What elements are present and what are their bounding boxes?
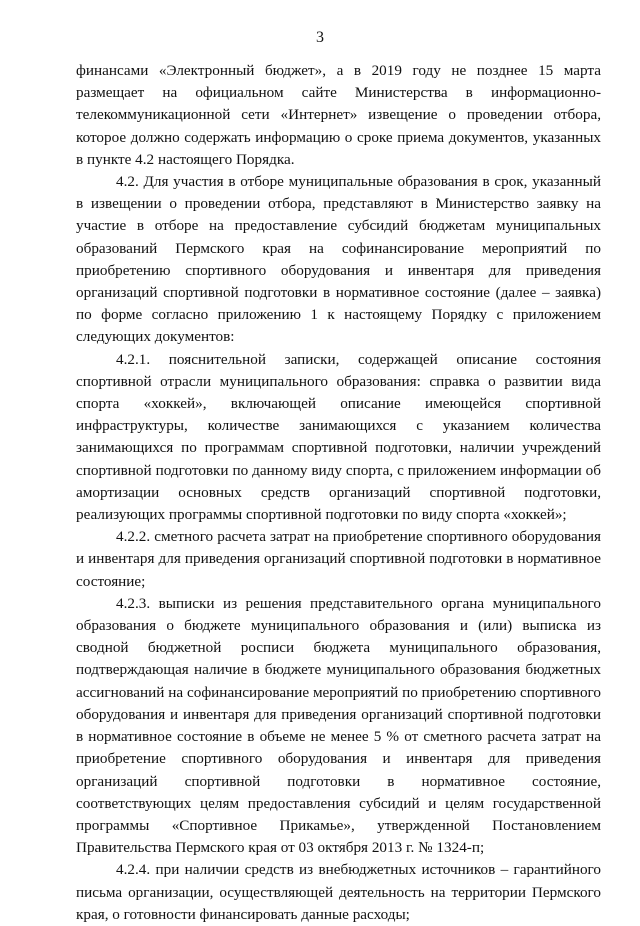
paragraph-4-2-2: 4.2.2. сметного расчета затрат на приобретение спортивного оборудования и инвентаря для приведения организаций спортивной подготовки в нормативное состояние; <box>76 528 601 590</box>
paragraph-4-2-4: 4.2.4. при наличии средств из внебюджетных источников – гарантийного письма организации, осуществляющей деятельность на территории Пермского края, о готовности финансировать данные расходы; <box>76 861 601 923</box>
paragraph-4-2-1: 4.2.1. пояснительной записки, содержащей описание состояния спортивной отрасли муниципального образования: справка о развитии вида спорта «хоккей», включающей описание имеющейся спортивной инфраструктуры, количестве занимающихся с указанием количества занимающихся по программам спортивной подготовки, наличии учреждений спортивной подготовки по данному виду спорта, с приложением информации об амортизации основных средств организаций спортивной подготовки, реализующих программы спортивной подготовки по виду спорта «хоккей»; <box>76 350 601 524</box>
paragraph-4-2-3: 4.2.3. выписки из решения представительного органа муниципального образования о бюджете муниципального образования и (или) выписка из сводной бюджетной росписи бюджета муниципального образования, подтверждающая наличие в бюджете муниципального образования бюджетных ассигнований на софинансирование мероприятий по приобретению спортивного оборудования и инвентаря для приведения организаций спортивной подготовки в нормативное состояние в объеме не менее 5 % от сметного расчета затрат на приобретение спортивного оборудования и инвентаря для приведения организаций спортивной подготовки в нормативное состояние, соответствующих целям предоставления субсидий и целям государственной программы «Спортивное Прикамье», утвержденной Постановлением Правительства Пермского края от 03 октября 2013 г. № 1324-п; <box>76 594 601 857</box>
paragraph-4-2: 4.2. Для участия в отборе муниципальные образования в срок, указанный в извещении о проведении отбора, представляют в Министерство заявку на участие в отборе на предоставление субсидий бюджетам муниципальных образований Пермского края на софинансирование мероприятий по приобретению спортивного оборудования и инвентаря для приведения организаций спортивной подготовки в нормативное состояние (далее – заявка) по форме согласно приложению 1 к настоящему Порядку с приложением следующих документов: <box>76 173 601 346</box>
document-body <box>76 60 601 926</box>
paragraph-continuation: финансами «Электронный бюджет», а в 2019 году не позднее 15 марта размещает на официальном сайте Министерства в информационно-телекоммуникационной сети «Интернет» извещение о проведении отбора, которое должно содержать информацию о сроке приема документов, указанных в пункте 4.2 настоящего Порядка. <box>76 62 601 168</box>
page-number: 3 <box>316 29 324 46</box>
